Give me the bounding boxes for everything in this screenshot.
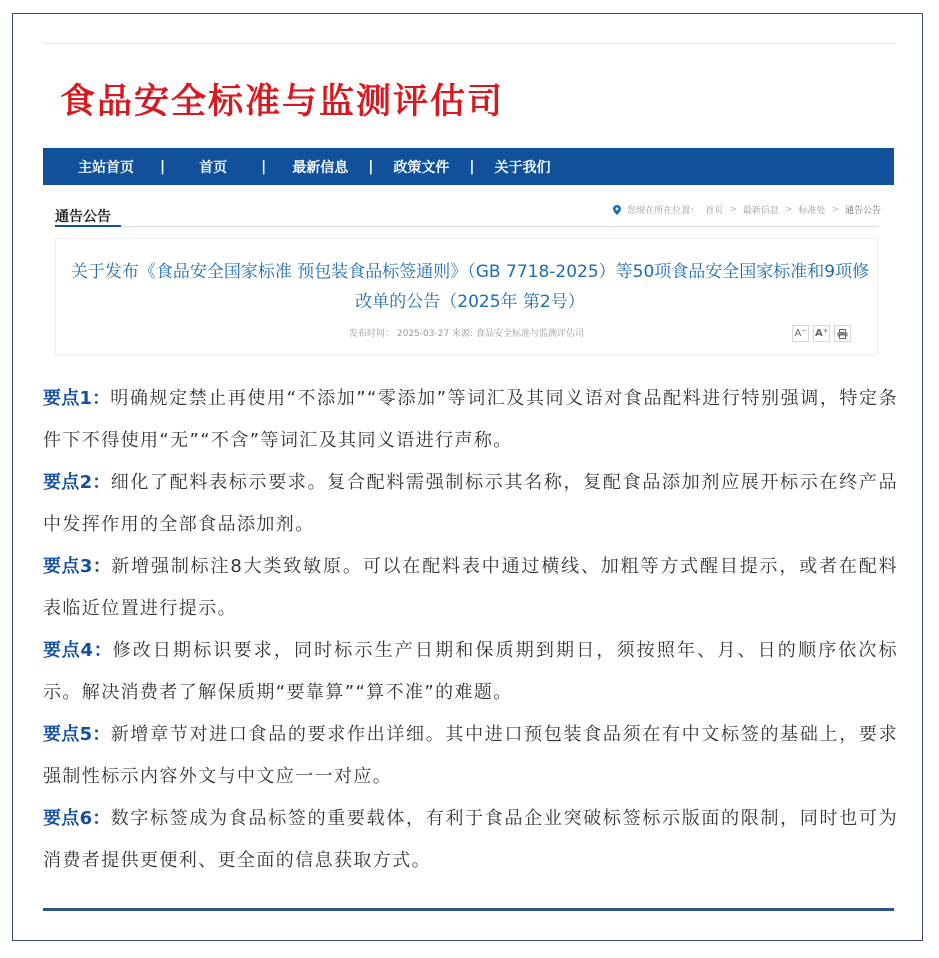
- breadcrumb-standards-dept[interactable]: 标准处: [798, 206, 826, 216]
- tab-divider: [55, 226, 878, 227]
- breadcrumb-prefix: 您现在所在位置：: [627, 206, 700, 216]
- nav-item-home[interactable]: 首页: [199, 159, 228, 176]
- key-point: [43, 546, 898, 630]
- key-point-text: 新增强制标注8大类致敏原。可以在配料表中通过横线、加粗等方式醒目提示，或者在配料表临近位置进行提示。: [43, 556, 898, 619]
- font-decrease-button[interactable]: [792, 325, 809, 342]
- key-point-text: 明确规定禁止再使用“不添加”“零添加”等词汇及其同义语对食品配料进行特别强调，特定条件下不得使用“无”“不含”等词汇及其同义语进行声称。: [43, 388, 898, 451]
- breadcrumb-home[interactable]: 首页: [705, 206, 724, 216]
- breadcrumb-separator: >: [831, 204, 839, 215]
- nav-item-latest-info[interactable]: 最新信息: [292, 159, 349, 176]
- tab-announcements[interactable]: 通告公告: [55, 209, 111, 225]
- font-decrease-label: A⁻: [794, 328, 807, 339]
- font-increase-label: A⁺: [814, 328, 829, 339]
- bottom-divider: [43, 908, 894, 911]
- key-point-text: 新增章节对进口食品的要求作出详细。其中进口预包装食品须在有中文标签的基础上，要求强制性标示内容外文与中文应一一对应。: [43, 724, 898, 787]
- key-point-label: 要点2：: [43, 472, 111, 493]
- key-point-text: 修改日期标识要求，同时标示生产日期和保质期到期日，须按照年、月、日的顺序依次标示。解决消费者了解保质期“要靠算”“算不准”的难题。: [43, 640, 898, 703]
- article-tools: [792, 325, 851, 342]
- breadcrumb-separator: >: [729, 204, 737, 215]
- key-point: [43, 798, 898, 882]
- nav-item-main-site-home[interactable]: 主站首页: [78, 159, 134, 176]
- key-point-text: 细化了配料表标示要求。复合配料需强制标示其名称，复配食品添加剂应展开标示在终产品中发挥作用的全部食品添加剂。: [43, 472, 898, 535]
- top-divider: [43, 43, 894, 44]
- key-point-label: 要点3：: [43, 556, 112, 577]
- print-icon: [837, 329, 848, 339]
- breadcrumb-separator: >: [784, 204, 793, 215]
- site-title: 食品安全标准与监测评估司: [60, 82, 505, 122]
- article-meta: 发布时间： 2025-03-27 来源: 食品安全标准与监测评估司: [349, 329, 584, 339]
- tab-active-underline: [55, 225, 121, 227]
- breadcrumb-current: 通告公告: [844, 206, 881, 216]
- article-title: 关于发布《食品安全国家标准 预包装食品标签通则》（GB 7718-2025）等50项食品安全国家标准和9项修改单的公告（2025年 第2号）: [70, 262, 870, 312]
- font-increase-button[interactable]: [813, 325, 830, 342]
- key-point-label: 要点6：: [43, 808, 111, 829]
- nav-separator: |: [160, 158, 166, 175]
- key-point: [43, 462, 898, 546]
- nav-bar: [43, 148, 894, 185]
- breadcrumb-latest-info[interactable]: 最新信息: [742, 206, 779, 216]
- key-point: [43, 378, 898, 462]
- print-button[interactable]: [834, 325, 851, 342]
- nav-separator: |: [469, 158, 475, 175]
- key-point: [43, 714, 898, 798]
- nav-item-policy-files[interactable]: 政策文件: [393, 159, 450, 176]
- breadcrumb: [613, 203, 881, 216]
- key-point-text: 数字标签成为食品标签的重要载体，有利于食品企业突破标签标示版面的限制，同时也可为消费者提供更便利、更全面的信息获取方式。: [43, 808, 898, 871]
- nav-separator: |: [261, 158, 267, 175]
- key-point-label: 要点1：: [43, 388, 111, 409]
- key-points-list: [43, 378, 898, 882]
- key-point-label: 要点4：: [43, 640, 113, 661]
- nav-item-about-us[interactable]: 关于我们: [494, 159, 551, 176]
- nav-separator: |: [368, 158, 374, 175]
- location-pin-icon: [613, 205, 621, 215]
- key-point-label: 要点5：: [43, 724, 111, 745]
- key-point: [43, 630, 898, 714]
